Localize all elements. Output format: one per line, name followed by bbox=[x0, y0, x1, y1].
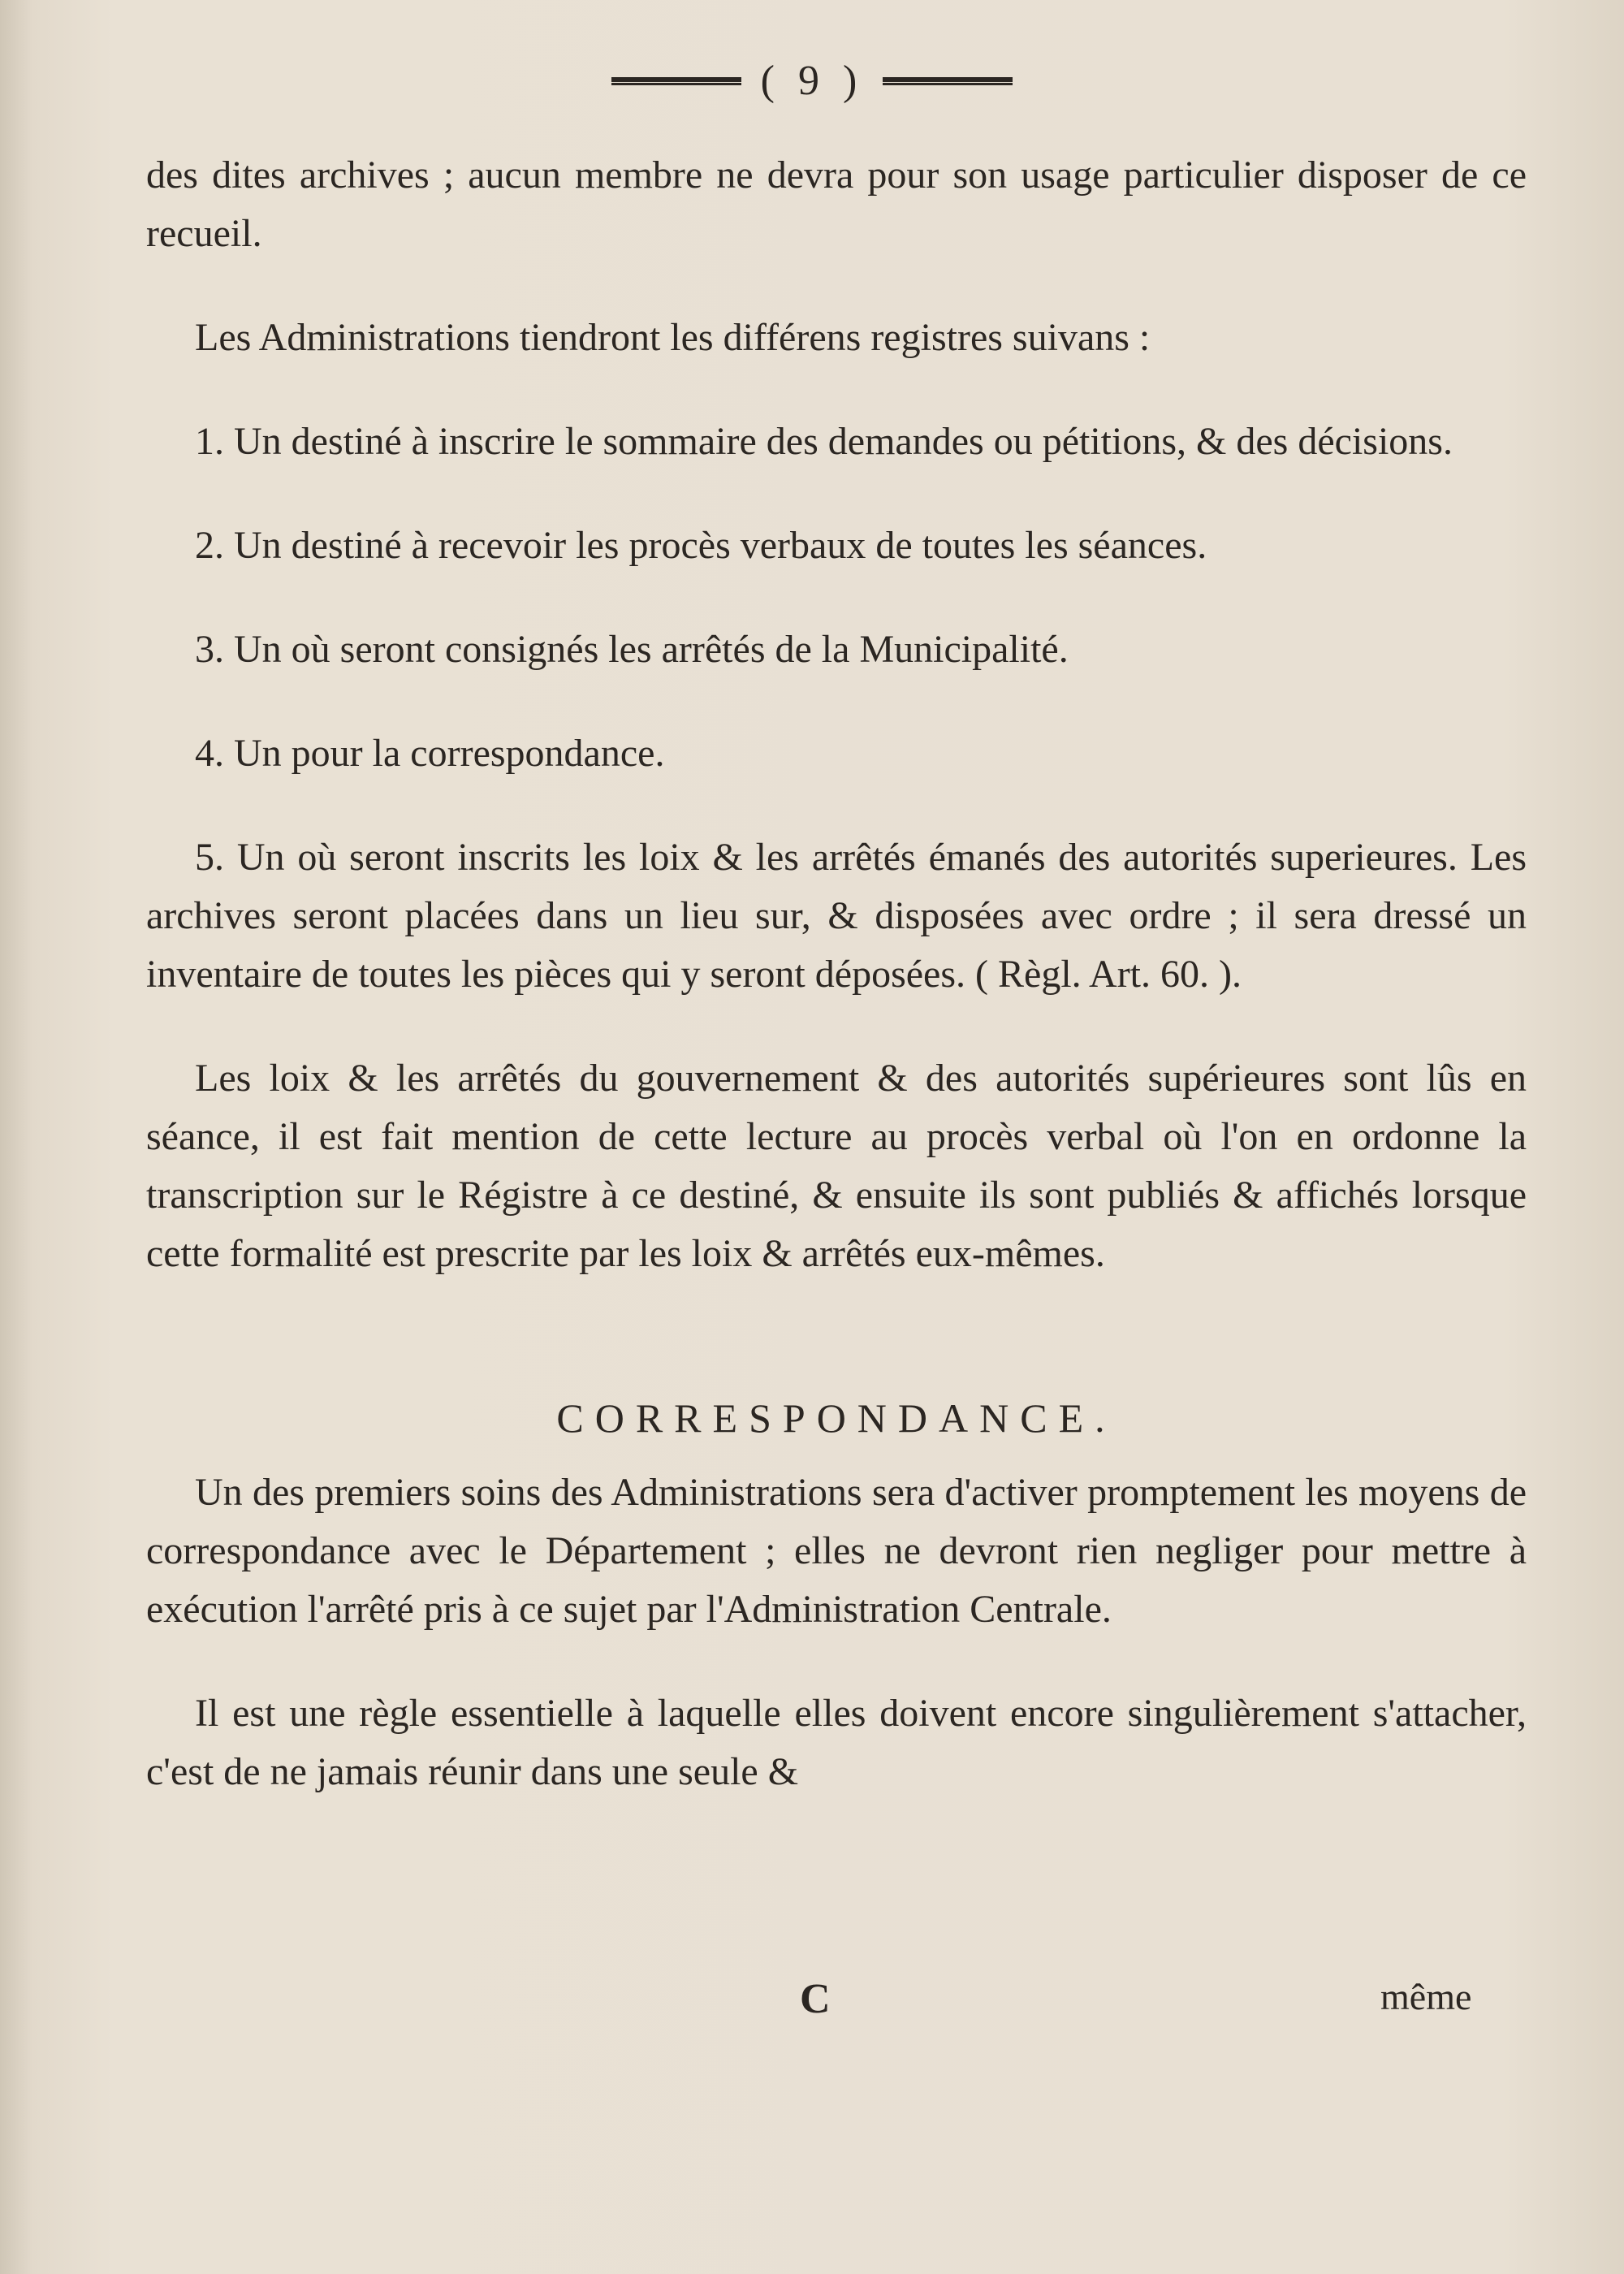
paragraph-continuation: des dites archives ; aucun membre ne devra pour son usage particulier disposer de ce recueil. bbox=[146, 153, 1527, 255]
page-header bbox=[0, 57, 1624, 105]
paragraph-correspondance-1: Un des premiers soins des Administrations sera d'activer promptement les moyens de correspondance avec le Département ; elles ne devront rien negliger pour mettre à exécution l'arrêté pris à ce sujet par l'Administration Centrale. bbox=[146, 1471, 1527, 1631]
list-item-1: 1. Un destiné à inscrire le sommaire des demandes ou pétitions, & des décisions. bbox=[195, 420, 1453, 463]
list-item-2: 2. Un destiné à recevoir les procès verbaux de toutes les séances. bbox=[195, 524, 1207, 567]
catchword: même bbox=[1380, 1976, 1472, 2017]
header-rule-right bbox=[883, 77, 1013, 85]
header-rule-left bbox=[611, 77, 741, 85]
page-body bbox=[146, 146, 1527, 1801]
list-item-5: 5. Un où seront inscrits les loix & les arrêtés émanés des autorités superieures. Les archives seront placées dans un lieu sur, & disposées avec ordre ; il sera dressé un inventaire de toutes les pièces qui y seront déposées. ( Règl. Art. 60. ). bbox=[146, 836, 1527, 996]
list-item-4: 4. Un pour la correspondance. bbox=[195, 732, 665, 775]
paragraph-loix: Les loix & les arrêtés du gouvernement & des autorités supérieures sont lûs en séance, il est fait mention de cette lecture au procès verbal où l'on en ordonne la transcription sur le Régistre à ce destiné, & ensuite ils sont publiés & affichés lorsque cette formalité est prescrite par les loix & arrêtés eux-mêmes. bbox=[146, 1057, 1527, 1275]
section-title: CORRESPONDANCE. bbox=[556, 1395, 1116, 1441]
signature-mark: C bbox=[800, 1976, 831, 2022]
list-item-3: 3. Un où seront consignés les arrêtés de la Municipalité. bbox=[195, 628, 1069, 671]
paragraph-correspondance-2: Il est une règle essentielle à laquelle elles doivent encore singulièrement s'attacher, c'est de ne jamais réunir dans une seule & bbox=[146, 1692, 1527, 1793]
page-number: ( 9 ) bbox=[760, 58, 864, 104]
paragraph-registres: Les Administrations tiendront les différens registres suivans : bbox=[195, 316, 1151, 359]
